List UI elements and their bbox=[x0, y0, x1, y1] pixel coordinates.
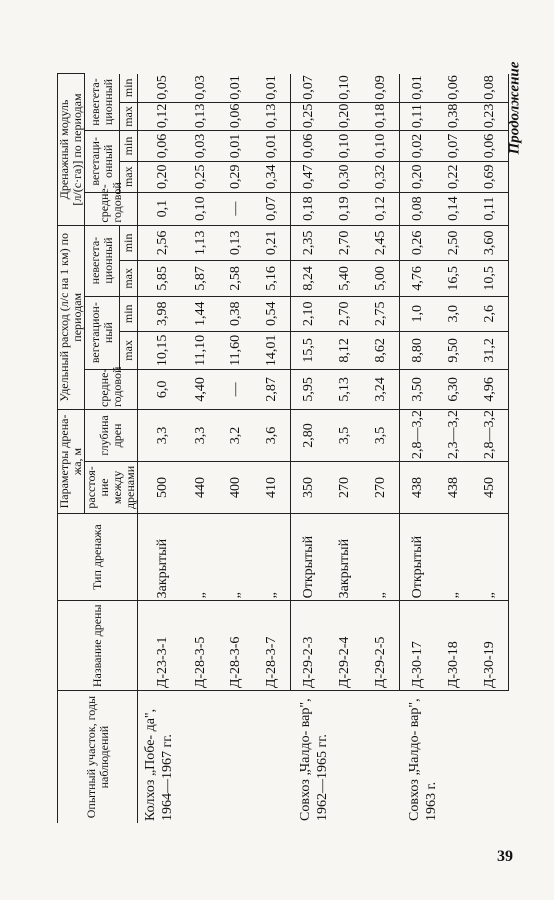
q-avg-cell: 6,30 bbox=[436, 369, 472, 409]
q-nonveg-min-cell: 2,45 bbox=[363, 225, 400, 260]
m-avg-cell: 0,08 bbox=[400, 192, 437, 225]
header-row-1 bbox=[58, 43, 85, 823]
m-avg-cell: 0,1 bbox=[138, 192, 184, 225]
m-veg-max-cell: 0,29 bbox=[219, 161, 255, 192]
m-nonveg-min-cell: 0,06 bbox=[445, 75, 461, 100]
drain-type-cell: Открытый bbox=[291, 513, 328, 600]
header-drain-type: Тип дренажа bbox=[58, 513, 138, 600]
m-veg-max-cell: 0,30 bbox=[327, 161, 363, 192]
q-avg-cell: — bbox=[219, 369, 255, 409]
q-veg-max-cell: 11,60 bbox=[219, 331, 255, 369]
header-q-nonveg: невегета- ционный bbox=[85, 225, 120, 296]
q-avg-cell: 3,50 bbox=[400, 369, 437, 409]
header-depth: глубина дрен bbox=[85, 409, 138, 461]
m-veg-min-cell: 0,10 bbox=[363, 131, 400, 162]
m-nonveg-max-cell: 0,23 bbox=[472, 102, 509, 130]
q-veg-max-cell: 14,01 bbox=[254, 331, 291, 369]
q-veg-max-cell: 15,5 bbox=[291, 331, 328, 369]
header-drain-params: Параметры дрена- жа, м bbox=[58, 409, 85, 513]
depth-cell: 2,8—3,2 bbox=[472, 409, 509, 461]
m-nonveg-max-cell: 0,25 bbox=[291, 102, 328, 130]
header-m-nonveg: невегета- ционный bbox=[85, 74, 120, 131]
q-veg-max-cell: 10,15 bbox=[138, 331, 184, 369]
m-nonveg-min-cell: 0,01 bbox=[410, 75, 426, 100]
drain-name-cell: Д-29-2-4 bbox=[327, 601, 363, 691]
q-nonveg-min-cell: 0,13 bbox=[219, 225, 255, 260]
drain-type-cell: „ bbox=[219, 513, 255, 600]
drain-type-cell: Открытый bbox=[400, 513, 437, 600]
spacing-cell: 440 bbox=[183, 461, 219, 513]
drain-type-cell: „ bbox=[472, 513, 509, 600]
q-nonveg-max-cell: 16,5 bbox=[436, 261, 472, 296]
q-nonveg-min-cell: 2,35 bbox=[291, 225, 328, 260]
q-nonveg-min-cell: 2,70 bbox=[327, 225, 363, 260]
m-nonveg-max-cell: 0,13 bbox=[183, 102, 219, 130]
m-nonveg-min-cell: 0,07 bbox=[301, 75, 317, 100]
m-veg-max-cell: 0,22 bbox=[436, 161, 472, 192]
depth-cell: 2,3—3,2 bbox=[436, 409, 472, 461]
header-specific-discharge: Удельный расход (л/с на 1 км) по периодам bbox=[58, 225, 85, 409]
q-nonveg-min-cell: 0,21 bbox=[254, 225, 291, 260]
m-nonveg-min-cell: 0,03 bbox=[192, 75, 208, 100]
q-nonveg-max-cell: 5,85 bbox=[138, 261, 184, 296]
drain-type-cell: Закрытый bbox=[138, 513, 184, 600]
drain-name-cell: Д-28-3-6 bbox=[219, 601, 255, 691]
drain-name-cell: Д-28-3-7 bbox=[254, 601, 291, 691]
header-min: min bbox=[119, 225, 137, 260]
spacing-cell: 438 bbox=[400, 461, 437, 513]
m-avg-cell: 0,18 bbox=[291, 192, 328, 225]
table-row bbox=[291, 43, 328, 823]
m-avg-cell: — bbox=[219, 192, 255, 225]
q-nonveg-max-cell: 10,5 bbox=[472, 261, 509, 296]
m-veg-min-cell: 0,06 bbox=[291, 131, 328, 162]
q-avg-cell: 2,87 bbox=[254, 369, 291, 409]
table-body bbox=[138, 43, 509, 823]
q-veg-min-cell: 2,75 bbox=[363, 296, 400, 331]
q-veg-min-cell: 2,6 bbox=[472, 296, 509, 331]
depth-cell: 3,5 bbox=[327, 409, 363, 461]
drain-name-cell: Д-30-19 bbox=[472, 601, 509, 691]
m-veg-min-cell: 0,10 bbox=[327, 131, 363, 162]
depth-cell: 2,80 bbox=[291, 409, 328, 461]
depth-cell: 3,5 bbox=[363, 409, 400, 461]
header-max: max bbox=[119, 161, 137, 192]
m-veg-min-cell: 0,06 bbox=[472, 131, 509, 162]
m-avg-cell: 0,12 bbox=[363, 192, 400, 225]
m-veg-min-cell: 0,02 bbox=[400, 131, 437, 162]
drain-name-cell: Д-28-3-5 bbox=[183, 601, 219, 691]
q-nonveg-min-cell: 2,50 bbox=[436, 225, 472, 260]
q-veg-max-cell: 8,62 bbox=[363, 331, 400, 369]
header-max: max bbox=[119, 331, 137, 369]
drain-type-cell: „ bbox=[436, 513, 472, 600]
m-veg-min-cell: 0,07 bbox=[436, 131, 472, 162]
q-nonveg-min-cell: 0,26 bbox=[400, 225, 437, 260]
spacing-cell: 410 bbox=[254, 461, 291, 513]
site-cell: Колхоз „Побе- да", 1964—1967 гг. bbox=[138, 691, 291, 823]
header-drain-name: Название дрены bbox=[58, 601, 138, 691]
q-veg-max-cell: 8,80 bbox=[400, 331, 437, 369]
m-avg-cell: 0,10 bbox=[183, 192, 219, 225]
depth-cell: 3,2 bbox=[219, 409, 255, 461]
depth-cell: 3,3 bbox=[138, 409, 184, 461]
spacing-cell: 500 bbox=[138, 461, 184, 513]
m-avg-cell: 0,11 bbox=[472, 192, 509, 225]
header-min: min bbox=[119, 74, 137, 102]
m-nonveg-min-cell: 0,09 bbox=[363, 74, 400, 102]
m-veg-min-cell: 0,01 bbox=[219, 131, 255, 162]
q-nonveg-min-cell: 1,13 bbox=[183, 225, 219, 260]
q-avg-cell: 6,0 bbox=[138, 369, 184, 409]
table-row bbox=[138, 43, 184, 823]
q-veg-max-cell: 8,12 bbox=[327, 331, 363, 369]
q-veg-max-cell: 9,50 bbox=[436, 331, 472, 369]
q-nonveg-min-cell: 2,56 bbox=[138, 225, 184, 260]
m-nonveg-min-cell: 0,10 bbox=[337, 75, 353, 100]
header-m-veg: вегетаци- онный bbox=[85, 131, 120, 192]
drain-name-cell: Д-29-2-3 bbox=[291, 601, 328, 691]
drain-type-cell: „ bbox=[183, 513, 219, 600]
m-nonveg-min-cell: 0,01 bbox=[228, 75, 244, 100]
site-cell: Совхоз „Чалдо- вар", 1962—1965 гг. bbox=[291, 691, 400, 823]
header-max: max bbox=[119, 261, 137, 296]
q-nonveg-max-cell: 8,24 bbox=[291, 261, 328, 296]
m-veg-min-cell: 0,01 bbox=[254, 131, 291, 162]
header-m-avg: средне- годовой bbox=[85, 192, 138, 225]
m-veg-max-cell: 0,20 bbox=[138, 161, 184, 192]
drain-type-cell: „ bbox=[363, 513, 400, 600]
depth-cell: 3,3 bbox=[183, 409, 219, 461]
q-nonveg-min-cell: 3,60 bbox=[472, 225, 509, 260]
q-veg-max-cell: 11,10 bbox=[183, 331, 219, 369]
m-veg-max-cell: 0,20 bbox=[400, 161, 437, 192]
q-veg-min-cell: 1,44 bbox=[183, 296, 219, 331]
header-q-veg: вегетацион- ный bbox=[85, 296, 120, 369]
q-veg-min-cell: 2,70 bbox=[327, 296, 363, 331]
drain-type-cell: Закрытый bbox=[327, 513, 363, 600]
header-site: Опытный участок, годы наблюдений bbox=[58, 691, 138, 823]
m-avg-cell: 0,19 bbox=[327, 192, 363, 225]
q-avg-cell: 5,95 bbox=[291, 369, 328, 409]
m-nonveg-max-cell: 0,13 bbox=[254, 102, 291, 130]
m-nonveg-min-cell: 0,01 bbox=[254, 74, 291, 102]
m-nonveg-max-cell: 0,38 bbox=[436, 102, 472, 130]
header-q-avg: средне- годовой bbox=[85, 369, 138, 409]
spacing-cell: 350 bbox=[291, 461, 328, 513]
m-avg-cell: 0,14 bbox=[436, 192, 472, 225]
q-veg-min-cell: 2,10 bbox=[291, 296, 328, 331]
drain-name-cell: Д-29-2-5 bbox=[363, 601, 400, 691]
q-nonveg-max-cell: 5,87 bbox=[183, 261, 219, 296]
q-avg-cell: 3,24 bbox=[363, 369, 400, 409]
header-max: max bbox=[119, 102, 137, 130]
header-spacing: расстоя- ние между дренами bbox=[85, 461, 138, 513]
m-nonveg-min-cell: 0,05 bbox=[154, 75, 170, 100]
spacing-cell: 438 bbox=[436, 461, 472, 513]
q-veg-min-cell: 3,98 bbox=[138, 296, 184, 331]
header-min: min bbox=[119, 131, 137, 162]
depth-cell: 2,8—3,2 bbox=[400, 409, 437, 461]
q-avg-cell: 4,96 bbox=[472, 369, 509, 409]
drain-name-cell: Д-30-17 bbox=[400, 601, 437, 691]
m-veg-min-cell: 0,03 bbox=[183, 131, 219, 162]
q-veg-max-cell: 31,2 bbox=[472, 331, 509, 369]
site-cell: Совхоз „Чалдо- вар", 1963 г. bbox=[400, 691, 509, 823]
m-nonveg-min-cell: 0,08 bbox=[472, 74, 509, 102]
drainage-table bbox=[57, 43, 509, 823]
q-nonveg-max-cell: 5,16 bbox=[254, 261, 291, 296]
spacing-cell: 270 bbox=[363, 461, 400, 513]
header-drain-module: Дренажный модуль [л/(с·га)] по периодам bbox=[58, 74, 85, 225]
continued-label: Продолжение bbox=[506, 61, 523, 155]
m-veg-max-cell: 0,47 bbox=[291, 161, 328, 192]
m-veg-min-cell: 0,06 bbox=[138, 131, 184, 162]
q-nonveg-max-cell: 4,76 bbox=[400, 261, 437, 296]
q-nonveg-max-cell: 5,00 bbox=[363, 261, 400, 296]
m-veg-max-cell: 0,69 bbox=[472, 161, 509, 192]
m-avg-cell: 0,07 bbox=[254, 192, 291, 225]
drain-name-cell: Д-30-18 bbox=[436, 601, 472, 691]
q-nonveg-max-cell: 2,58 bbox=[219, 261, 255, 296]
q-veg-min-cell: 0,54 bbox=[254, 296, 291, 331]
header-min: min bbox=[119, 296, 137, 331]
drain-name-cell: Д-23-3-1 bbox=[138, 601, 184, 691]
spacing-cell: 450 bbox=[472, 461, 509, 513]
m-veg-max-cell: 0,34 bbox=[254, 161, 291, 192]
q-nonveg-max-cell: 5,40 bbox=[327, 261, 363, 296]
m-nonveg-max-cell: 0,18 bbox=[363, 102, 400, 130]
drain-type-cell: „ bbox=[254, 513, 291, 600]
m-nonveg-max-cell: 0,11 bbox=[400, 102, 437, 130]
q-veg-min-cell: 1,0 bbox=[400, 296, 437, 331]
rotated-table-frame bbox=[57, 43, 497, 823]
q-avg-cell: 5,13 bbox=[327, 369, 363, 409]
m-veg-max-cell: 0,32 bbox=[363, 161, 400, 192]
q-veg-min-cell: 0,38 bbox=[219, 296, 255, 331]
m-nonveg-max-cell: 0,12 bbox=[138, 102, 184, 130]
spacing-cell: 400 bbox=[219, 461, 255, 513]
depth-cell: 3,6 bbox=[254, 409, 291, 461]
m-veg-max-cell: 0,25 bbox=[183, 161, 219, 192]
page-number: 39 bbox=[497, 848, 513, 865]
table-row bbox=[400, 43, 437, 823]
q-avg-cell: 4,40 bbox=[183, 369, 219, 409]
spacing-cell: 270 bbox=[327, 461, 363, 513]
q-veg-min-cell: 3,0 bbox=[436, 296, 472, 331]
m-nonveg-max-cell: 0,20 bbox=[327, 102, 363, 130]
m-nonveg-max-cell: 0,06 bbox=[219, 102, 255, 130]
